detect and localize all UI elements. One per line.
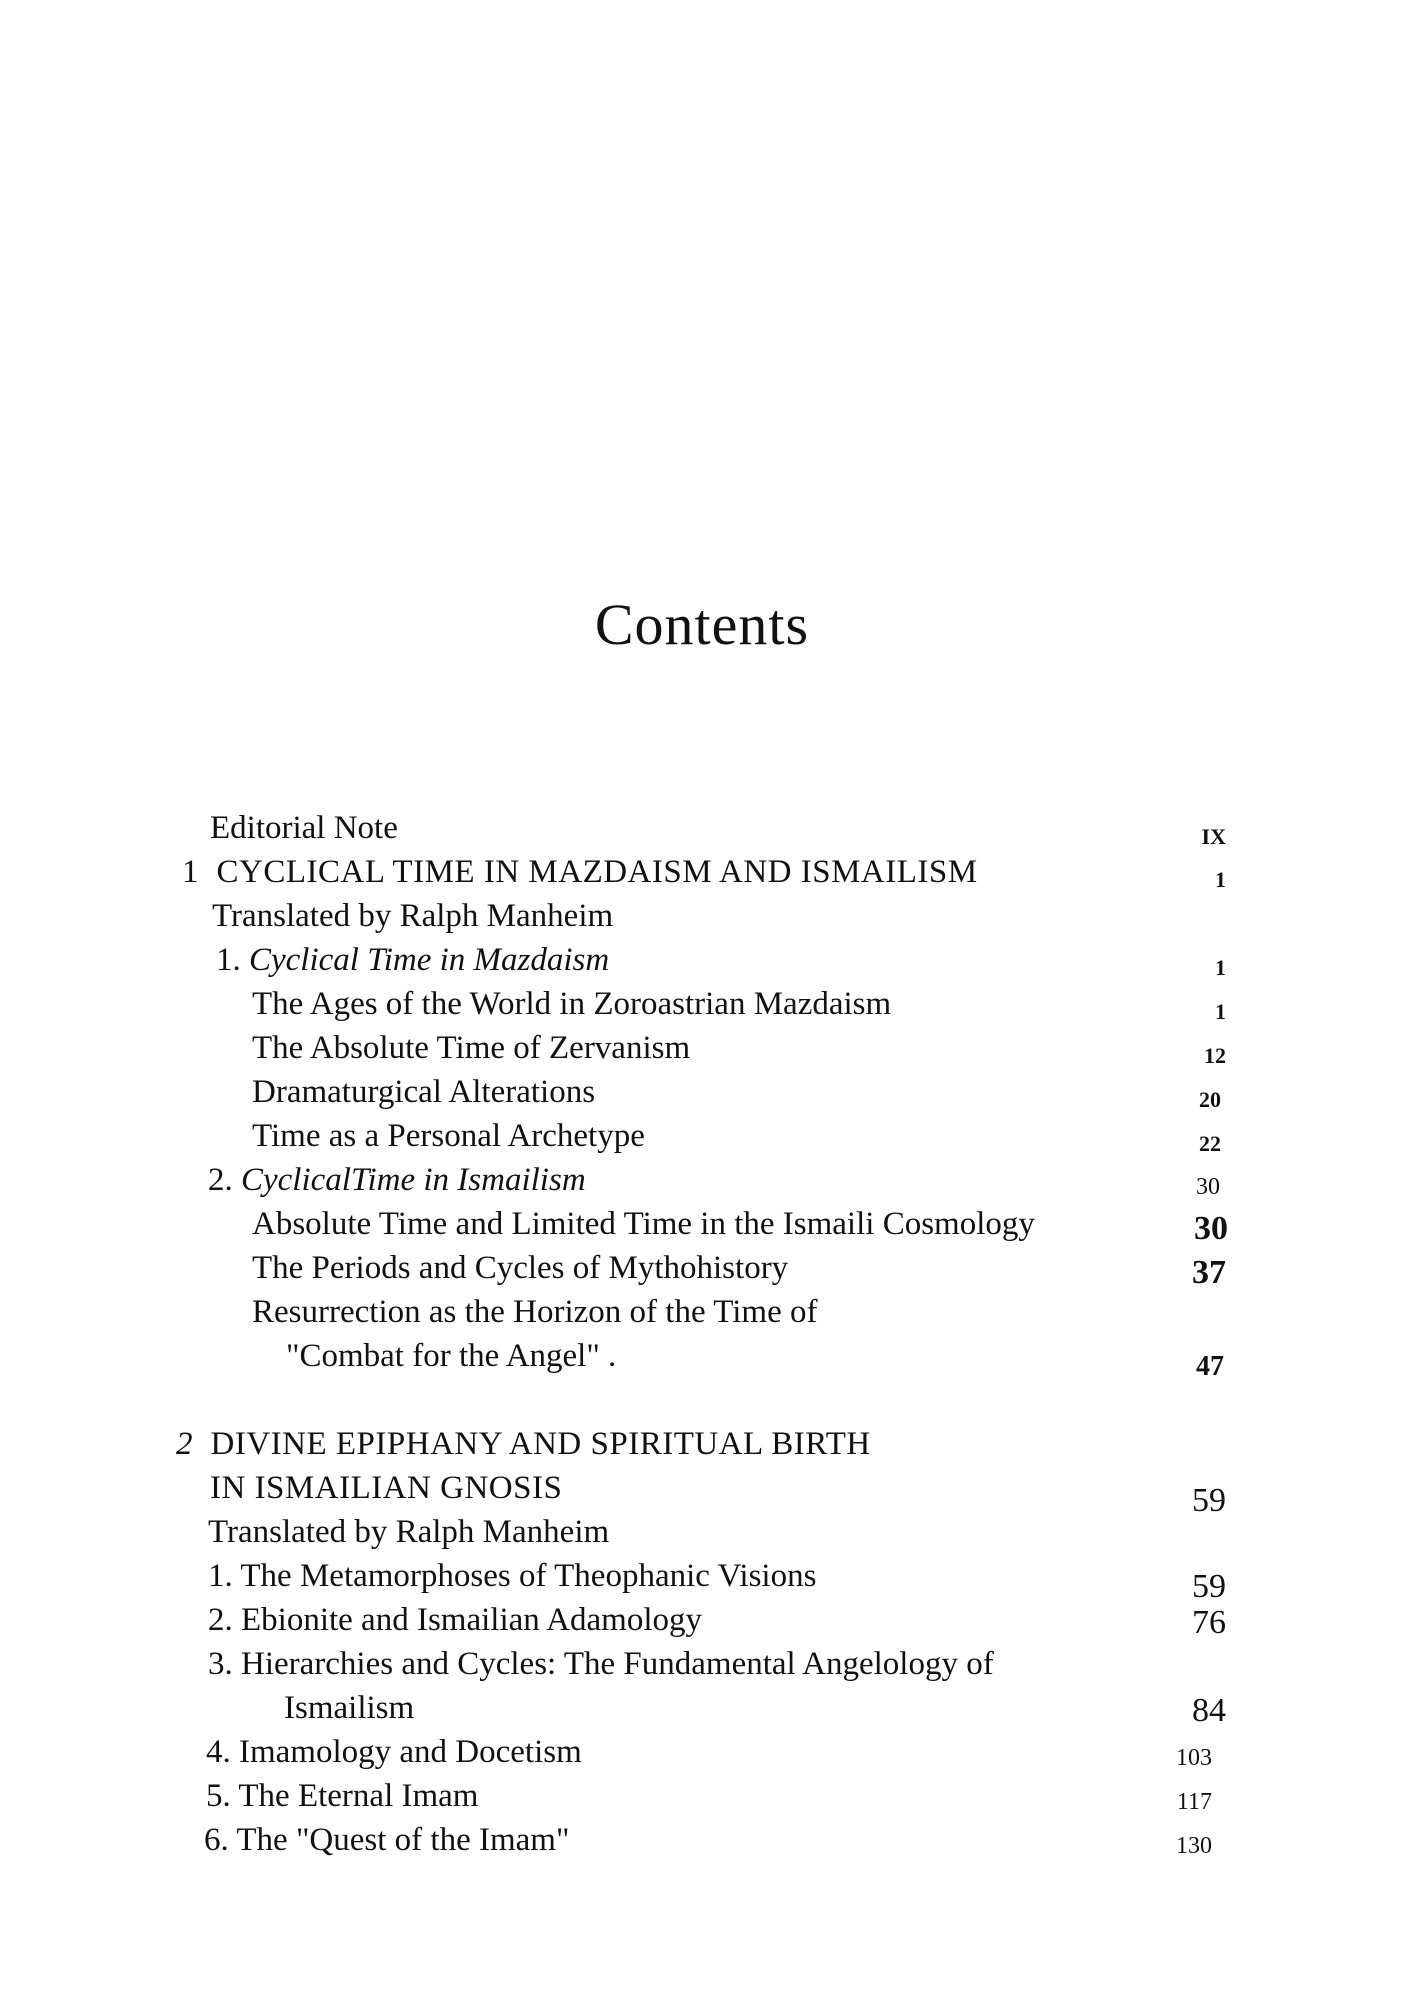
toc-subsection[interactable] — [252, 1296, 817, 1329]
toc-section[interactable] — [206, 1736, 582, 1769]
toc-section[interactable] — [204, 1824, 569, 1857]
toc-subsection[interactable] — [252, 1120, 645, 1153]
page-number: 1 — [1215, 999, 1226, 1024]
section-title: Cyclical Time in Mazdaism — [249, 942, 610, 978]
section-title: 2. Ebionite and Ismailian Adamology — [208, 1602, 703, 1638]
section-title: 6. The "Quest of the Imam" — [204, 1822, 570, 1858]
toc-entry-editorial-note[interactable] — [210, 812, 398, 845]
subsection-title: The Ages of the World in Zoroastrian Mazdaism — [252, 986, 892, 1022]
subsection-title-continued: "Combat for the Angel" . — [286, 1338, 617, 1374]
chapter-number: 2 — [176, 1426, 193, 1462]
page-number: IX — [1201, 824, 1226, 849]
page-number: 1 — [1215, 955, 1226, 980]
section-title: 1. The Metamorphoses of Theophanic Visions — [208, 1558, 817, 1594]
toc-section-1-1[interactable] — [216, 944, 609, 977]
page-number: 117 — [1176, 1789, 1212, 1815]
page-number: 130 — [1176, 1833, 1212, 1859]
section-title: 3. Hierarchies and Cycles: The Fundamental Angelology of — [208, 1646, 994, 1682]
subsection-title: Absolute Time and Limited Time in the Ismaili Cosmology — [252, 1206, 1035, 1242]
toc-translator — [212, 900, 613, 933]
page-number: 30 — [1196, 1174, 1220, 1200]
page-number: 84 — [1192, 1692, 1226, 1729]
toc-subsection[interactable] — [252, 988, 891, 1021]
page-number: 20 — [1199, 1087, 1221, 1112]
toc-section-continued — [284, 1692, 414, 1725]
translator-credit: Translated by Ralph Manheim — [212, 898, 614, 934]
section-number: 1. — [216, 942, 241, 978]
page-number: 59 — [1192, 1482, 1226, 1519]
subsection-title: Time as a Personal Archetype — [252, 1118, 645, 1154]
section-number: 2. — [208, 1162, 233, 1198]
entry-label: Editorial Note — [210, 810, 398, 846]
page-number: 76 — [1192, 1604, 1226, 1641]
toc-chapter-2-continued — [210, 1472, 562, 1505]
chapter-title: DIVINE EPIPHANY AND SPIRITUAL BIRTH — [210, 1426, 871, 1462]
subsection-title: Dramaturgical Alterations — [252, 1074, 596, 1110]
toc-section-1-2[interactable] — [208, 1164, 586, 1197]
toc-subsection[interactable] — [252, 1076, 595, 1109]
page-number: 47 — [1196, 1351, 1224, 1382]
toc-section[interactable] — [208, 1648, 994, 1681]
page-number: 37 — [1192, 1254, 1226, 1291]
toc-section[interactable] — [208, 1604, 702, 1637]
section-title: CyclicalTime in Ismailism — [241, 1162, 586, 1198]
section-title-continued: Ismailism — [284, 1690, 415, 1726]
page-number: 1 — [1215, 867, 1226, 892]
chapter-number: 1 — [182, 854, 199, 890]
subsection-title: The Absolute Time of Zervanism — [252, 1030, 691, 1066]
toc-chapter-1[interactable] — [182, 856, 978, 889]
translator-credit: Translated by Ralph Manheim — [208, 1514, 610, 1550]
subsection-title: The Periods and Cycles of Mythohistory — [252, 1250, 789, 1286]
toc-chapter-2[interactable] — [176, 1428, 871, 1461]
page-number: 103 — [1176, 1745, 1212, 1771]
toc-translator — [208, 1516, 609, 1549]
subsection-title: Resurrection as the Horizon of the Time of — [252, 1294, 818, 1330]
section-title: 4. Imamology and Docetism — [206, 1734, 582, 1770]
page-number: 12 — [1204, 1043, 1226, 1068]
page-number: 22 — [1199, 1131, 1221, 1156]
section-title: 5. The Eternal Imam — [206, 1778, 479, 1814]
toc-section[interactable] — [208, 1560, 816, 1593]
page-number: 59 — [1192, 1568, 1226, 1605]
page-title: Contents — [594, 592, 810, 657]
toc-subsection[interactable] — [252, 1032, 690, 1065]
toc-section[interactable] — [206, 1780, 478, 1813]
page-number: 30 — [1194, 1210, 1228, 1247]
toc-subsection[interactable] — [252, 1252, 788, 1285]
toc-subsection[interactable] — [252, 1208, 1035, 1241]
chapter-title-continued: IN ISMAILIAN GNOSIS — [210, 1470, 563, 1506]
toc-subsection-continued — [286, 1340, 616, 1373]
chapter-title: CYCLICAL TIME IN MAZDAISM AND ISMAILISM — [216, 854, 978, 890]
